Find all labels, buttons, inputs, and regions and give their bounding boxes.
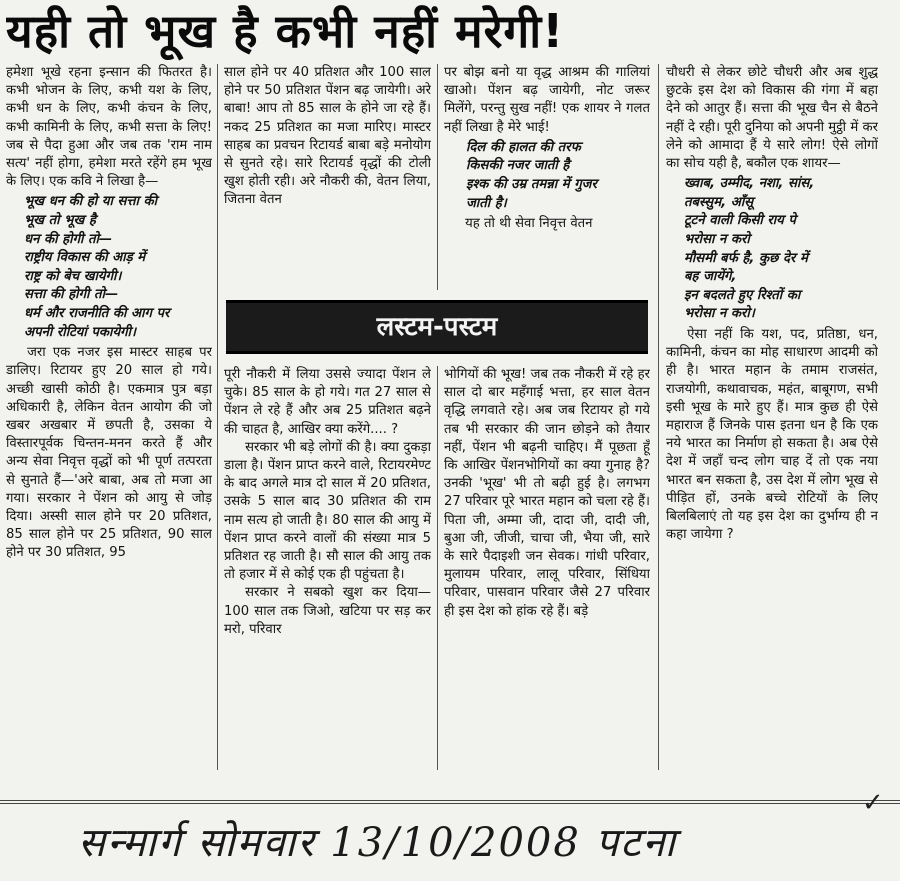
- column-4: [666, 64, 878, 770]
- paragraph: सरकार भी बड़े लोगों की है। क्या दुकड़ा डाला है। पेंशन प्राप्त करने वाले, रिटायरमेण्ट के बाद अगले मात्र दो साल में 20 प्रतिशत, उसके 5 साल बाद 30 प्रतिशत की राम नाम सत्य हो जाती है। 80 साल की आयु में पेंशन प्राप्त करने वालों की संख्या मात्र 5 प्रतिशत रह जाती है। सौ साल की आयु तक तो हजार में से कोई एक ही पहुंचता है।: [224, 439, 431, 583]
- column-divider: [437, 64, 438, 290]
- paragraph: ऐसा नहीं कि यश, पद, प्रतिष्ठा, धन, कामिनी, कंचन का मोह साधारण आदमी को ही है। भारत महान के तमाम राजसंत, राजयोगी, कथावाचक, महंत, बाबूगण, सभी इसी भूख के मारे हुए हैं। मात्र कुछ ही ऐसे महाराज हैं जिनके पास इतना धन है कि एक नये भारत का निर्माण हो सकता है। अब ऐसे देश में जहाँ चन्द लोग चाह दें तो एक नया भारत बन सकता है, उस देश में लोग भूख से पीड़ित हों, उनके बच्चे रोटियों के लिए बिलबिलाएं तो यह इस देश का दुर्भाग्य ही न कहा जायेगा ?: [666, 326, 878, 543]
- verse-line: धन की होगी तो—: [24, 231, 113, 247]
- verse-line: जाती है।: [466, 195, 507, 211]
- poem-verse: [466, 139, 650, 213]
- paragraph: साल होने पर 40 प्रतिशत और 100 साल होने पर 50 प्रतिशत पेंशन बढ़ जायेगी। अरे बाबा! आप तो 85 साल के होने जा रहे हैं। नकद 25 प्रतिशत का मजा मारिए। मास्टर साहब का प्रवचन रिटायर्ड बाबा बड़े मनोयोग से सुनते रहे। सारे रिटायर्ड वृद्धों की टोली खुश होती रही। अरे नौकरी की, वेतन लिया, जितना वेतन: [224, 65, 431, 208]
- column-3-bottom: [444, 366, 650, 770]
- paragraph: सरकार ने सबको खुश कर दिया—100 साल तक जिओ, खटिया पर सड़ कर मरो, परिवार: [224, 585, 431, 637]
- verse-line: टूटने वाली किसी राय पे: [684, 213, 796, 229]
- verse-line: भरोसा न करो।: [684, 306, 755, 322]
- verse-line: भरोसा न करो: [684, 232, 750, 247]
- footer-divider: [0, 800, 900, 801]
- check-mark-icon: ✓: [862, 788, 884, 818]
- paragraph: चौधरी से लेकर छोटे चौधरी और अब शुद्ध छुटके इस देश को विकास की गंगा में बहा देने को आतुर हैं। सत्ता की भूख चैन से बैठने नहीं दे रही। पूरी दुनिया को अपनी मुट्ठी में कर लेने को आमादा हैं ये सारे लोग! ऐसे लोगों का सोच यही है, बकौल एक शायर—: [666, 65, 878, 172]
- poem-verse: [684, 175, 878, 324]
- paragraph: पर बोझ बनो या वृद्ध आश्रम की गालियां खाओ। पेंशन बढ़ जायेगी, नोट जरूर मिलेंगे, परन्तु सुख नहीं! एक शायर ने गलत नहीं लिखा है मेरे भाई!: [444, 65, 650, 135]
- verse-line: भूख धन की हो या सत्ता की: [24, 194, 158, 210]
- paragraph: जरा एक नजर इस मास्टर साहब पर डालिए। रिटायर हुए 20 साल हो गये। अच्छी खासी कोठी है। एकमात्र पुत्र बड़ा अधिकारी है, लेकिन वेतन आयोग की जो खबर अखबार में छपती है, उसका ये विस्तारपूर्वक चिन्तन-मनन करते हैं और अन्य सेवा निवृत्त वृद्धों को भी पूर्ण तत्परता से सुनाते हैं—'अरे बाबा, अब तो मजा आ गया। सरकार ने पेंशन को आयु से जोड़ दिया। अस्सी साल होने पर 20 प्रतिशत, 85 साल होने पर 25 प्रतिशत, 90 साल होने पर 30 प्रतिशत, 95: [6, 345, 212, 561]
- column-3-top: [444, 64, 650, 290]
- column-2-bottom: [224, 366, 431, 770]
- verse-line: राष्ट्रीय विकास की आड़ में: [24, 250, 146, 266]
- verse-line: धर्म और राजनीति की आग पर: [24, 305, 170, 321]
- headline: यही तो भूख है कभी नहीं मरेगी!: [6, 4, 565, 58]
- paragraph: पूरी नौकरी में लिया उससे ज्यादा पेंशन ले चुके। 85 साल के हो गये। गत 27 साल से पेंशन ले रहे हैं और अब 25 प्रतिशत बढ़ने की चाहत है, आखिर क्या करेंगे.... ?: [224, 367, 431, 437]
- poem-verse: [24, 193, 212, 342]
- verse-line: किसकी नजर जाती है: [466, 158, 570, 174]
- paragraph: हमेशा भूखे रहना इन्सान की फितरत है। कभी भोजन के लिए, कभी यश के लिए, कभी धन के लिए, कभी कंचन के लिए, कभी कामिनी के लिए, कभी सत्ता के लिए! जब से पैदा हुआ और जब तक 'राम नाम सत्य' नहीं होगा, हमेशा मरते रहेंगे हम भूख के लिए। एक कवि ने लिखा है—: [6, 65, 212, 190]
- paragraph: भोगियों की भूख! जब तक नौकरी में रहे हर साल दो बार महँगाई भत्ता, हर साल वेतन वृद्धि लगवाते रहे। अब जब रिटायर हो गये तब भी सरकार की जान छोड़ने को तैयार नहीं, पेंशन भी बढ़नी चाहिए। मैं पूछता हूँ कि आखिर पेंशनभोगियों का क्या गुनाह है? उनकी 'भूख' भी तो बढ़ी हुई है। लगभग 27 परिवार पूरे भारत महान को चला रहे हैं। पिता जी, अम्मा जी, दादा जी, दादी जी, बुआ जी, जीजी, चाचा जी, भैया जी, सारे के सारे पैदाइशी जन सेवक। गांधी परिवार, मुलायम परिवार, लालू परिवार, सिंधिया परिवार, पासवान परिवार जैसे 27 परिवार ही इस देश को हांक रहे हैं। बड़े: [444, 367, 650, 619]
- column-divider: [217, 64, 218, 770]
- verse-line: दिल की हालत की तरफ: [466, 139, 581, 155]
- verse-line: इन बदलते हुए रिश्तों का: [684, 287, 801, 303]
- verse-line: बह जायेंगे,: [684, 269, 737, 285]
- column-divider: [658, 64, 659, 770]
- column-2-top: [224, 64, 431, 290]
- verse-line: भूख तो भूख है: [24, 213, 96, 229]
- paragraph: यह तो थी सेवा निवृत्त वेतन: [465, 216, 593, 232]
- column-divider: [437, 366, 438, 770]
- verse-line: मौसमी बर्फ है, कुछ देर में: [684, 250, 808, 266]
- verse-line: ख्वाब, उम्मीद, नशा, सांस,: [684, 176, 815, 192]
- column-1: [6, 64, 212, 772]
- verse-line: राष्ट्र को बेच खायेगी।: [24, 268, 122, 284]
- verse-line: अपनी रोटियां पकायेगी।: [24, 324, 136, 340]
- verse-line: तबस्सुम, आँसू: [684, 194, 754, 210]
- verse-line: इश्क की उम्र तमन्ना में गुजर: [466, 177, 597, 192]
- footer-divider: [0, 803, 900, 804]
- handwritten-source-note: सन्मार्ग सोमवार 13/10/2008 पटना: [78, 820, 677, 866]
- verse-line: सत्ता की होगी तो—: [24, 287, 119, 303]
- column-banner: लस्टम-पस्टम: [226, 300, 648, 354]
